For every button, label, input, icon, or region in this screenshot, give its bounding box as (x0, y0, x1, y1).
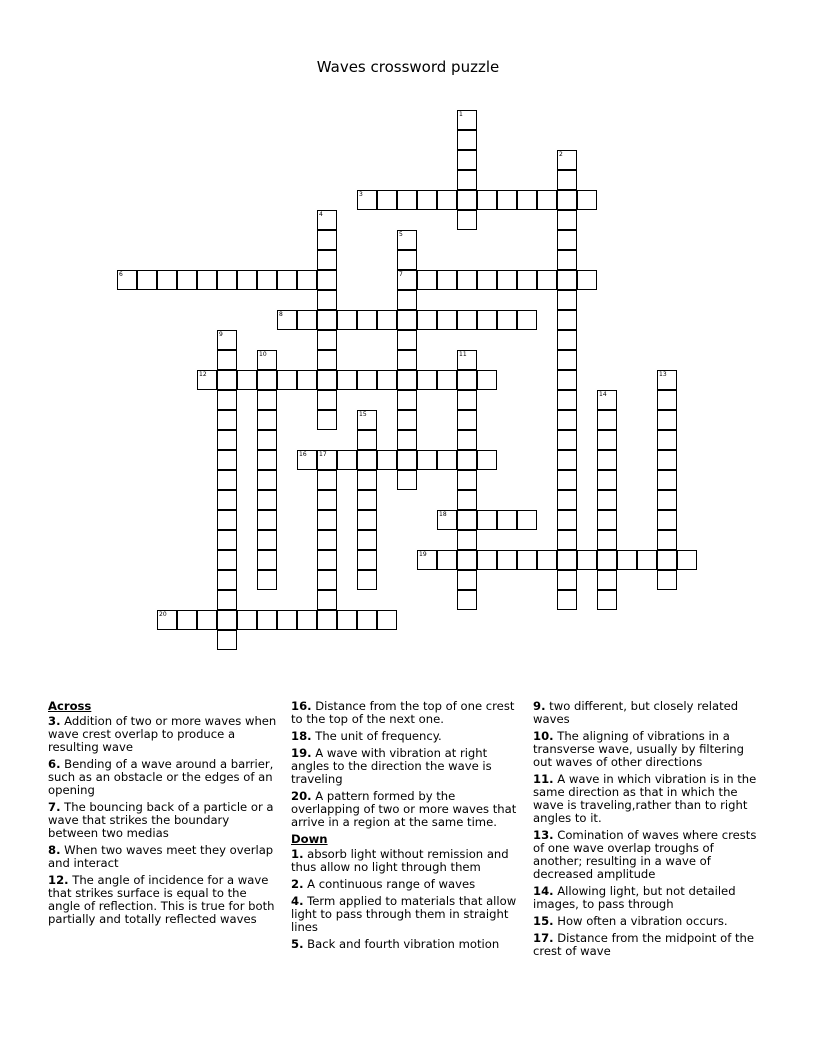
grid-cell[interactable] (657, 490, 677, 510)
grid-cell[interactable] (257, 470, 277, 490)
grid-cell[interactable] (217, 450, 237, 470)
grid-cell[interactable] (417, 310, 437, 330)
grid-cell[interactable] (317, 510, 337, 530)
grid-cell[interactable] (557, 150, 577, 170)
grid-cell[interactable] (397, 450, 417, 470)
grid-cell[interactable] (437, 450, 457, 470)
clue-down-9: 9. two different, but closely related waves (533, 699, 739, 726)
grid-cell[interactable] (357, 550, 377, 570)
grid-cell[interactable] (217, 630, 237, 650)
grid-cell[interactable] (557, 590, 577, 610)
clue-across-19: 19. A wave with vibration at right angles to the direction the wave is traveling (291, 746, 492, 786)
grid-cell[interactable] (217, 610, 237, 630)
grid-cell[interactable] (597, 550, 617, 570)
clue-down-2: 2. A continuous range of waves (291, 877, 476, 891)
cell-number: 16 (299, 451, 307, 458)
cell-number: 10 (259, 351, 267, 358)
grid-cell[interactable] (557, 510, 577, 530)
grid-cell[interactable] (457, 150, 477, 170)
grid-cell[interactable] (437, 270, 457, 290)
grid-cell[interactable] (317, 350, 337, 370)
grid-cell[interactable] (357, 490, 377, 510)
grid-cell[interactable] (317, 330, 337, 350)
grid-cell[interactable] (277, 270, 297, 290)
grid-cell[interactable] (437, 370, 457, 390)
across-heading: Across (48, 699, 92, 713)
grid-cell[interactable] (297, 310, 317, 330)
grid-cell[interactable] (597, 490, 617, 510)
grid-cell[interactable] (657, 450, 677, 470)
grid-cell[interactable] (457, 190, 477, 210)
grid-cell[interactable] (457, 110, 477, 130)
clue-down-15: 15. How often a vibration occurs. (533, 914, 728, 928)
grid-cell[interactable] (477, 510, 497, 530)
page-title: Waves crossword puzzle (316, 58, 500, 76)
grid-cell[interactable] (457, 130, 477, 150)
grid-cell[interactable] (417, 190, 437, 210)
grid-cell[interactable] (357, 570, 377, 590)
clue-across-18: 18. The unit of frequency. (291, 729, 442, 743)
grid-cell[interactable] (557, 210, 577, 230)
clue-across-16: 16. Distance from the top of one crest to the top of the next one. (291, 699, 515, 726)
grid-cell[interactable] (217, 470, 237, 490)
grid-cell[interactable] (657, 550, 677, 570)
grid-cell[interactable] (297, 270, 317, 290)
grid-cell[interactable] (177, 610, 197, 630)
grid-cell[interactable] (277, 310, 297, 330)
grid-cell[interactable] (597, 450, 617, 470)
grid-cell[interactable] (557, 530, 577, 550)
grid-cell[interactable] (397, 190, 417, 210)
grid-cell[interactable] (337, 450, 357, 470)
grid-cell[interactable] (397, 350, 417, 370)
grid-cell[interactable] (217, 490, 237, 510)
grid-cell[interactable] (397, 250, 417, 270)
grid-cell[interactable] (597, 510, 617, 530)
grid-cell[interactable] (337, 370, 357, 390)
grid-cell[interactable] (477, 190, 497, 210)
cell-number: 11 (459, 351, 467, 358)
grid-cell[interactable] (257, 570, 277, 590)
grid-cell[interactable] (457, 350, 477, 370)
grid-cell[interactable] (597, 470, 617, 490)
grid-cell[interactable] (257, 270, 277, 290)
grid-cell[interactable] (397, 310, 417, 330)
grid-cell[interactable] (517, 270, 537, 290)
grid-cell[interactable] (337, 310, 357, 330)
grid-cell[interactable] (457, 590, 477, 610)
grid-cell[interactable] (657, 410, 677, 430)
grid-cell[interactable] (477, 550, 497, 570)
grid-cell[interactable] (497, 310, 517, 330)
grid-cell[interactable] (597, 390, 617, 410)
clue-across-3: 3. Addition of two or more waves when wave crest overlap to produce a resulting wave (48, 714, 277, 754)
grid-cell[interactable] (557, 190, 577, 210)
cell-number: 18 (439, 511, 447, 518)
grid-cell[interactable] (217, 530, 237, 550)
clue-down-4: 4. Term applied to materials that allow light to pass through them in straight lines (291, 894, 517, 934)
grid-cell[interactable] (577, 270, 597, 290)
grid-cell[interactable] (317, 230, 337, 250)
grid-cell[interactable] (597, 410, 617, 430)
grid-cell[interactable] (217, 410, 237, 430)
grid-cell[interactable] (477, 310, 497, 330)
grid-cell[interactable] (377, 190, 397, 210)
grid-cell[interactable] (437, 190, 457, 210)
grid-cell[interactable] (397, 290, 417, 310)
grid-cell[interactable] (397, 370, 417, 390)
grid-cell[interactable] (317, 390, 337, 410)
grid-cell[interactable] (497, 190, 517, 210)
cell-number: 4 (319, 211, 323, 218)
grid-cell[interactable] (317, 290, 337, 310)
clue-column-3 (533, 700, 765, 962)
grid-cell[interactable] (397, 430, 417, 450)
grid-cell[interactable] (317, 590, 337, 610)
grid-cell[interactable] (357, 310, 377, 330)
grid-cell[interactable] (357, 410, 377, 430)
grid-cell[interactable] (317, 370, 337, 390)
grid-cell[interactable] (657, 510, 677, 530)
clue-down-5: 5. Back and fourth vibration motion (291, 937, 500, 951)
grid-cell[interactable] (357, 510, 377, 530)
grid-cell[interactable] (577, 550, 597, 570)
grid-cell[interactable] (557, 250, 577, 270)
grid-cell[interactable] (317, 470, 337, 490)
grid-cell[interactable] (417, 370, 437, 390)
grid-cell[interactable] (317, 570, 337, 590)
cell-number: 5 (399, 231, 403, 238)
grid-cell[interactable] (117, 270, 137, 290)
grid-cell[interactable] (357, 190, 377, 210)
grid-cell[interactable] (257, 610, 277, 630)
grid-cell[interactable] (317, 310, 337, 330)
grid-cell[interactable] (457, 170, 477, 190)
grid-cell[interactable] (357, 430, 377, 450)
grid-cell[interactable] (257, 390, 277, 410)
grid-cell[interactable] (297, 450, 317, 470)
grid-cell[interactable] (657, 430, 677, 450)
grid-cell[interactable] (317, 410, 337, 430)
grid-cell[interactable] (317, 530, 337, 550)
cell-number: 3 (359, 191, 363, 198)
grid-cell[interactable] (557, 410, 577, 430)
grid-cell[interactable] (397, 470, 417, 490)
grid-cell[interactable] (357, 470, 377, 490)
grid-cell[interactable] (457, 490, 477, 510)
grid-cell[interactable] (217, 330, 237, 350)
grid-cell[interactable] (317, 550, 337, 570)
grid-cell[interactable] (617, 550, 637, 570)
grid-cell[interactable] (557, 290, 577, 310)
grid-cell[interactable] (357, 370, 377, 390)
grid-cell[interactable] (557, 370, 577, 390)
grid-cell[interactable] (477, 270, 497, 290)
grid-cell[interactable] (557, 170, 577, 190)
grid-cell[interactable] (537, 270, 557, 290)
grid-cell[interactable] (597, 590, 617, 610)
grid-cell[interactable] (557, 310, 577, 330)
cell-number: 6 (119, 271, 123, 278)
cell-number: 20 (159, 611, 167, 618)
grid-cell[interactable] (297, 610, 317, 630)
grid-cell[interactable] (657, 370, 677, 390)
clue-across-8: 8. When two waves meet they overlap and interact (48, 843, 274, 870)
down-heading: Down (291, 832, 328, 846)
grid-cell[interactable] (657, 570, 677, 590)
grid-cell[interactable] (397, 270, 417, 290)
grid-cell[interactable] (557, 230, 577, 250)
grid-cell[interactable] (137, 270, 157, 290)
grid-cell[interactable] (377, 310, 397, 330)
grid-cell[interactable] (417, 450, 437, 470)
grid-cell[interactable] (557, 270, 577, 290)
grid-cell[interactable] (257, 370, 277, 390)
grid-cell[interactable] (677, 550, 697, 570)
grid-cell[interactable] (277, 610, 297, 630)
grid-cell[interactable] (557, 390, 577, 410)
grid-cell[interactable] (457, 370, 477, 390)
cell-number: 2 (559, 151, 563, 158)
clue-down-14: 14. Allowing light, but not detailed images, to pass through (533, 884, 736, 911)
grid-cell[interactable] (557, 430, 577, 450)
cell-number: 19 (419, 551, 427, 558)
grid-cell[interactable] (257, 490, 277, 510)
grid-cell[interactable] (357, 450, 377, 470)
grid-cell[interactable] (397, 330, 417, 350)
grid-cell[interactable] (217, 350, 237, 370)
grid-cell[interactable] (197, 610, 217, 630)
clue-across-7: 7. The bouncing back of a particle or a wave that strikes the boundary between two medias (48, 800, 274, 840)
grid-cell[interactable] (417, 550, 437, 570)
cell-number: 8 (279, 311, 283, 318)
grid-cell[interactable] (557, 450, 577, 470)
grid-cell[interactable] (657, 390, 677, 410)
grid-cell[interactable] (557, 350, 577, 370)
grid-cell[interactable] (217, 390, 237, 410)
grid-cell[interactable] (457, 430, 477, 450)
grid-cell[interactable] (237, 610, 257, 630)
clue-down-1: 1. absorb light without remission and thus allow no light through them (291, 847, 509, 874)
grid-cell[interactable] (357, 610, 377, 630)
grid-cell[interactable] (237, 270, 257, 290)
clue-column-1 (48, 700, 280, 930)
grid-cell[interactable] (557, 550, 577, 570)
grid-cell[interactable] (457, 310, 477, 330)
grid-cell[interactable] (537, 190, 557, 210)
grid-cell[interactable] (417, 270, 437, 290)
cell-number: 12 (199, 371, 207, 378)
grid-cell[interactable] (197, 370, 217, 390)
grid-cell[interactable] (517, 510, 537, 530)
grid-cell[interactable] (257, 410, 277, 430)
cell-number: 13 (659, 371, 667, 378)
clue-down-13: 13. Comination of waves where crests of one wave overlap troughs of another; resulting in a wave of decreased amplitude (533, 828, 757, 881)
grid-cell[interactable] (557, 330, 577, 350)
grid-cell[interactable] (217, 370, 237, 390)
grid-cell[interactable] (457, 210, 477, 230)
grid-cell[interactable] (157, 610, 177, 630)
grid-cell[interactable] (317, 270, 337, 290)
grid-cell[interactable] (377, 610, 397, 630)
grid-cell[interactable] (497, 510, 517, 530)
grid-cell[interactable] (577, 190, 597, 210)
grid-cell[interactable] (337, 610, 357, 630)
grid-cell[interactable] (217, 270, 237, 290)
grid-cell[interactable] (497, 270, 517, 290)
grid-cell[interactable] (437, 310, 457, 330)
clue-across-6: 6. Bending of a wave around a barrier, such as an obstacle or the edges of an opening (48, 757, 274, 797)
grid-cell[interactable] (257, 350, 277, 370)
grid-cell[interactable] (317, 450, 337, 470)
grid-cell[interactable] (317, 210, 337, 230)
grid-cell[interactable] (257, 430, 277, 450)
grid-cell[interactable] (497, 550, 517, 570)
clue-down-11: 11. A wave in which vibration is in the same direction as that in which the wave is traveling,rather than to right angles to it. (533, 772, 757, 825)
grid-cell[interactable] (217, 590, 237, 610)
grid-cell[interactable] (477, 450, 497, 470)
cell-number: 14 (599, 391, 607, 398)
cell-number: 9 (219, 331, 223, 338)
clue-down-17: 17. Distance from the midpoint of the crest of wave (533, 931, 755, 958)
grid-cell[interactable] (537, 550, 557, 570)
cell-number: 17 (319, 451, 327, 458)
grid-cell[interactable] (517, 190, 537, 210)
grid-cell[interactable] (457, 470, 477, 490)
grid-cell[interactable] (217, 430, 237, 450)
cell-number: 7 (399, 271, 403, 278)
grid-cell[interactable] (197, 270, 217, 290)
grid-cell[interactable] (257, 530, 277, 550)
grid-cell[interactable] (557, 490, 577, 510)
grid-cell[interactable] (457, 450, 477, 470)
grid-cell[interactable] (317, 610, 337, 630)
grid-cell[interactable] (317, 490, 337, 510)
grid-cell[interactable] (637, 550, 657, 570)
grid-cell[interactable] (217, 550, 237, 570)
grid-cell[interactable] (457, 550, 477, 570)
grid-cell[interactable] (477, 370, 497, 390)
grid-cell[interactable] (457, 410, 477, 430)
grid-cell[interactable] (217, 510, 237, 530)
clue-column-2 (291, 700, 523, 955)
grid-cell[interactable] (437, 550, 457, 570)
grid-cell[interactable] (277, 370, 297, 390)
grid-cell[interactable] (397, 390, 417, 410)
grid-cell[interactable] (457, 270, 477, 290)
grid-cell[interactable] (357, 530, 377, 550)
grid-cell[interactable] (517, 550, 537, 570)
grid-cell[interactable] (257, 510, 277, 530)
grid-cell[interactable] (377, 370, 397, 390)
clue-across-20: 20. A pattern formed by the overlapping of two or more waves that arrive in a region at the same time. (291, 789, 517, 829)
grid-cell[interactable] (377, 450, 397, 470)
grid-cell[interactable] (397, 410, 417, 430)
grid-cell[interactable] (457, 530, 477, 550)
grid-cell[interactable] (177, 270, 197, 290)
grid-cell[interactable] (597, 430, 617, 450)
grid-cell[interactable] (597, 530, 617, 550)
grid-cell[interactable] (457, 570, 477, 590)
grid-cell[interactable] (397, 230, 417, 250)
cell-number: 1 (459, 111, 463, 118)
grid-cell[interactable] (657, 530, 677, 550)
grid-cell[interactable] (557, 470, 577, 490)
clue-down-10: 10. The aligning of vibrations in a transverse wave, usually by filtering out waves of other directions (533, 729, 745, 769)
grid-cell[interactable] (597, 570, 617, 590)
grid-cell[interactable] (457, 510, 477, 530)
clue-across-12: 12. The angle of incidence for a wave that strikes surface is equal to the angle of reflection. This is true for both partially and totally reflected waves (48, 873, 275, 926)
grid-cell[interactable] (317, 250, 337, 270)
grid-cell[interactable] (657, 470, 677, 490)
grid-cell[interactable] (157, 270, 177, 290)
grid-cell[interactable] (457, 390, 477, 410)
grid-cell[interactable] (437, 510, 457, 530)
grid-cell[interactable] (557, 570, 577, 590)
grid-cell[interactable] (257, 550, 277, 570)
cell-number: 15 (359, 411, 367, 418)
grid-cell[interactable] (217, 570, 237, 590)
grid-cell[interactable] (517, 310, 537, 330)
grid-cell[interactable] (257, 450, 277, 470)
grid-cell[interactable] (237, 370, 257, 390)
grid-cell[interactable] (297, 370, 317, 390)
